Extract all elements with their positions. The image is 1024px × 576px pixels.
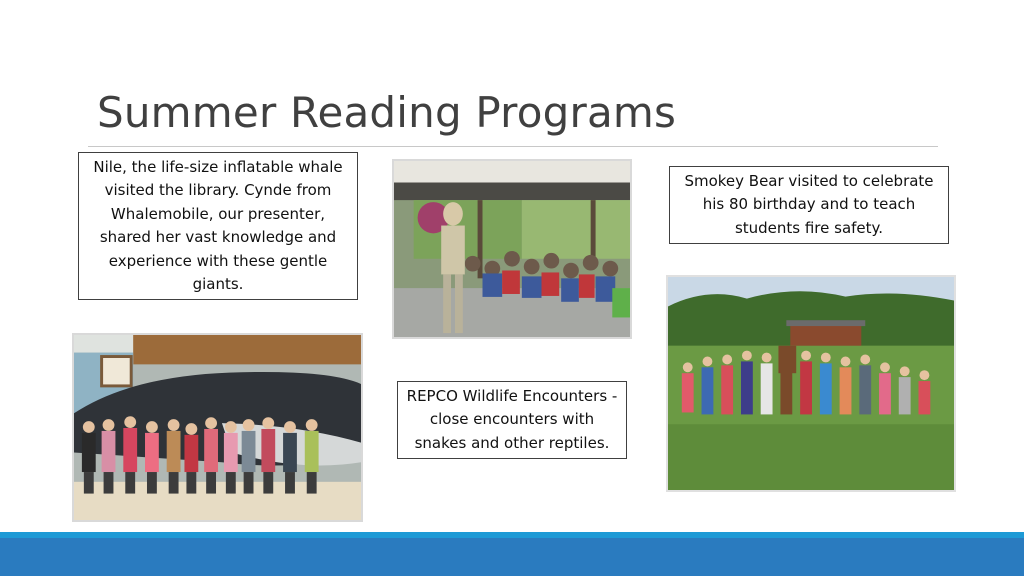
whale-caption-text: Nile, the life-size inflatable whale visited the library. Cynde from Whalemobile, our presenter, shared her vast knowledge and experience with these gentle giants. (93, 157, 343, 293)
repco-caption-text: REPCO Wildlife Encounters - close encounters with snakes and other reptiles. (406, 386, 618, 452)
smokey-caption-text: Smokey Bear visited to celebrate his 80 birthday and to teach students fire safety. (684, 171, 934, 237)
smokey-caption-box (669, 166, 949, 244)
slide-title: Summer Reading Programs (97, 88, 677, 137)
smokey-bear-group-photo (666, 275, 956, 492)
title-divider (88, 146, 938, 147)
whale-caption-box (78, 152, 358, 300)
inflatable-whale-group-photo (72, 333, 363, 522)
pavilion-presentation-photo (392, 159, 632, 339)
footer-band (0, 538, 1024, 576)
repco-caption-box (397, 381, 627, 459)
